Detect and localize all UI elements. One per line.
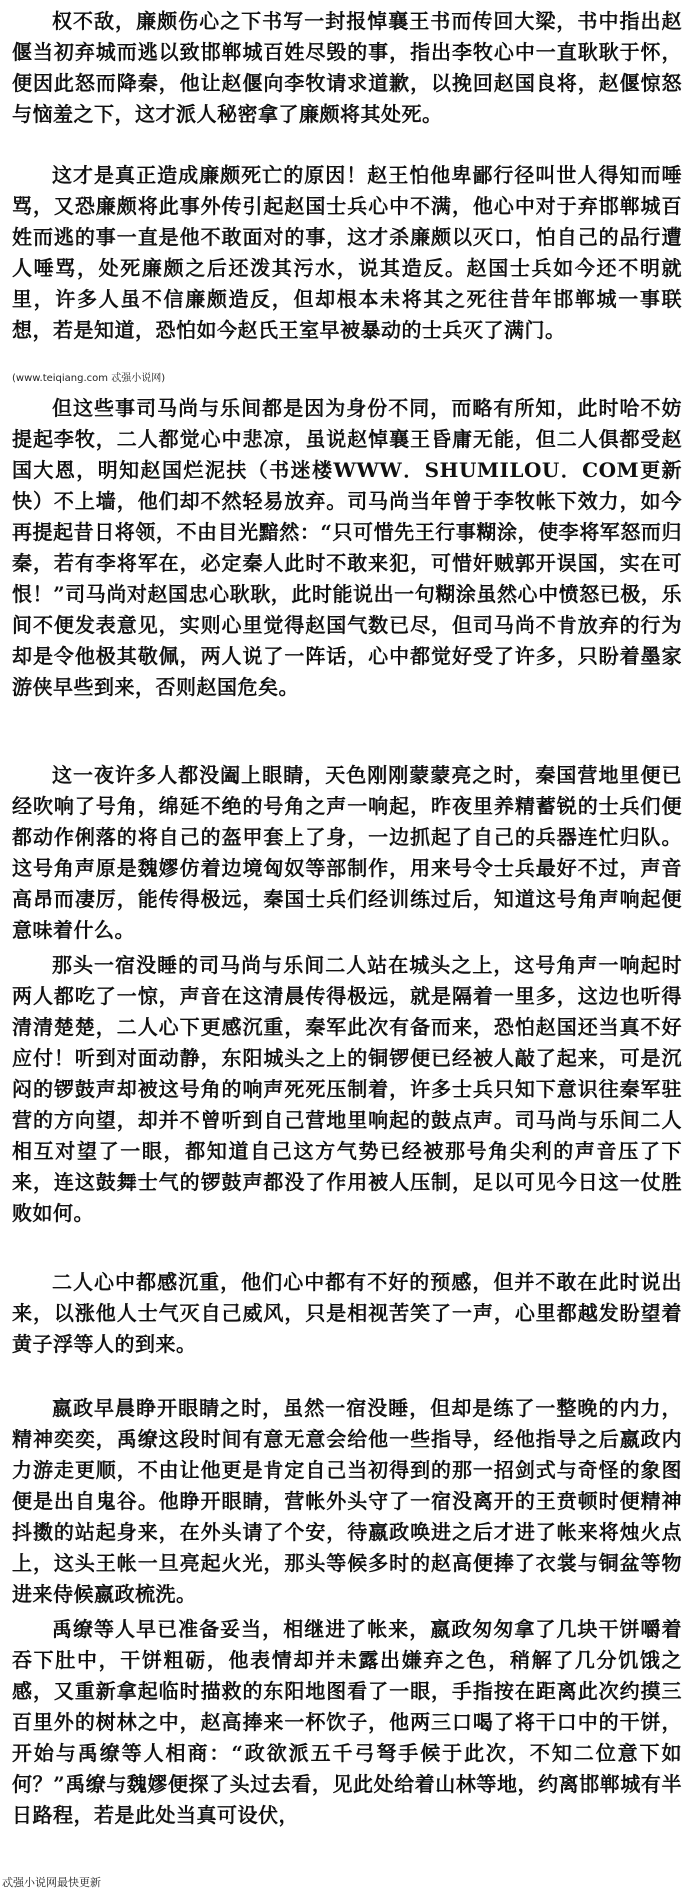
paragraph-4: 这一夜许多人都没阖上眼睛，天色刚刚蒙蒙亮之时，秦国营地里便已经吹响了号角，绵延不绝的号角之声一响起，昨夜里养精蓄锐的士兵们便都动作俐落的将自己的盔甲套上了身，一边抓起了自己的兵器连忙归队。这号角声原是魏嫪仿着边境匈奴等部制作，用来号令士兵最好不过，声音高昂而凄厉，能传得极远，秦国士兵们经训练过后，知道这号角声响起便意味着什么。 [12,763,682,942]
paragraph-8: 禹缭等人早已准备妥当，相继进了帐来，嬴政匆匆拿了几块干饼嚼着吞下肚中，干饼粗砺，他表情却并未露出嫌弃之色，稍解了几分饥饿之感，又重新拿起临时描救的东阳地图看了一眼，手指按在距离此次约摸三百里外的树林之中，赵高捧来一杯饮子，他两三口喝了将干口中的干饼，开始与禹缭等人相商：“政欲派五千弓弩手候于此次，不知二位意下如何？”禹缭与魏嫪便探了头过去看，见此处给着山林等地，约离邯郸城有半日路程，若是此处当真可设伏， [12,1617,682,1827]
paragraph-1: 权不敌，廉颇伤心之下书写一封报悼襄王书而传回大梁，书中指出赵偃当初弃城而逃以致邯郸城百姓尽毁的事，指出李牧心中一直耿耿于怀，便因此怒而降秦，他让赵偃向李牧请求道歉，以挽回赵国良将，赵偃惊怒与恼羞之下，这才派人秘密拿了廉颇将其处死。 [12,9,682,126]
paragraph-3: 但这些事司马尚与乐间都是因为身份不同，而略有所知，此时哈不妨提起李牧，二人都觉心中悲凉，虽说赵悼襄王昏庸无能，但二人俱都受赵国大恩，明知赵国烂泥扶（书迷楼WWW．SHUMILOU．COM更新快）不上墙，他们却不然轻易放弃。司马尚当年曾于李牧帐下效力，如今再提起昔日将领，不由目光黯然：“只可惜先王行事糊涂，使李将军怒而归秦，若有李将军在，必定秦人此时不敢来犯，可惜奸贼郭开误国，实在可恨！”司马尚对赵国忠心耿耿，此时能说出一句糊涂虽然心中愤怒已极，乐间不便发表意见，实则心里觉得赵国气数已尽，但司马尚不肯放弃的行为却是令他极其敬佩，两人说了一阵话，心中都觉好受了许多，只盼着墨家游侠早些到来，否则赵国危矣。 [12,396,682,699]
paragraph-7: 嬴政早晨睁开眼睛之时，虽然一宿没睡，但却是练了一整晚的内力，精神奕奕，禹缭这段时间有意无意会给他一些指导，经他指导之后嬴政内力游走更顺，不由让他更是肯定自己当初得到的那一招剑式与奇怪的象图便是出自鬼谷。他睁开眼睛，营帐外头守了一宿没离开的王贲顿时便精神抖擞的站起身来，在外头请了个安，待嬴政唤进之后才进了帐来将烛火点上，这头王帐一旦亮起火光，那头等候多时的赵高便捧了衣裳与铜盆等物进来侍候嬴政梳洗。 [12,1396,682,1606]
paragraph-6: 二人心中都感沉重，他们心中都有不好的预感，但并不敢在此时说出来，以涨他人士气灭自己威风，只是相视苦笑了一声，心里都越发盼望着黄子浮等人的到来。 [12,1270,682,1356]
site-watermark: (www.teiqiang.com 忒强小说网) [12,373,166,384]
footer-note: 忒强小说网最快更新 [2,1876,101,1889]
paragraph-5: 那头一宿没睡的司马尚与乐间二人站在城头之上，这号角声一响起时两人都吃了一惊，声音在这清晨传得极远，就是隔着一里多，这边也听得清清楚楚，二人心下更感沉重，秦军此次有备而来，恐怕赵国还当真不好应付！听到对面动静，东阳城头之上的铜锣便已经被人敲了起来，可是沉闷的锣鼓声却被这号角的响声死死压制着，许多士兵只知下意识往秦军驻营的方向望，却并不曾听到自己营地里响起的鼓点声。司马尚与乐间二人相互对望了一眼，都知道自己这方气势已经被那号角尖利的声音压了下来，连这鼓舞士气的锣鼓声都没了作用被人压制，足以可见今日这一仗胜败如何。 [12,953,682,1225]
paragraph-2: 这才是真正造成廉颇死亡的原因！赵王怕他卑鄙行径叫世人得知而唾骂，又恐廉颇将此事外传引起赵国士兵心中不满，他心中对于弃邯郸城百姓而逃的事一直是他不敢面对的事，这才杀廉颇以灭口，怕自己的品行遭人唾骂，处死廉颇之后还泼其污水，说其造反。赵国士兵如今还不明就里，许多人虽不信廉颇造反，但却根本未将其之死往昔年邯郸城一事联想，若是知道，恐怕如今赵氏王室早被暴动的士兵灭了满门。 [12,163,682,342]
